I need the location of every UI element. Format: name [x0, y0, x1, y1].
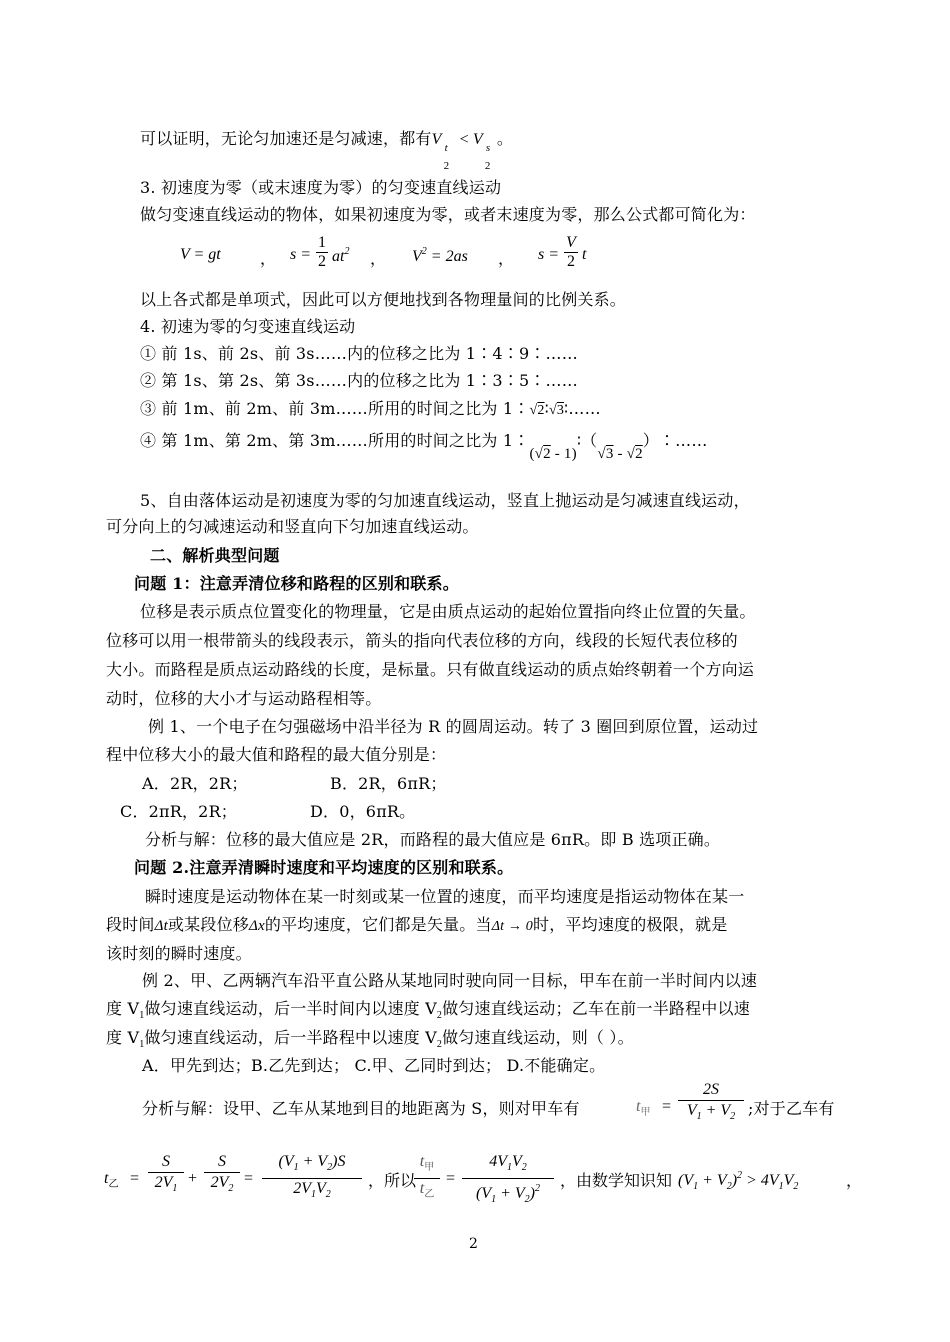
paragraph-line: 位移是表示质点位置变化的物理量，它是由质点运动的起始位置指向终止位置的矢量。: [140, 602, 756, 621]
delta-t: Δt: [154, 918, 168, 934]
delta-t-to-zero: Δt → 0: [491, 919, 534, 934]
text-line: 做匀变速直线运动的物体，如果初速度为零，或者末速度为零，那么公式都可简化为：: [140, 205, 756, 224]
option-a: A．2R，2R；: [142, 774, 248, 793]
section-heading-4: 4. 初速为零的匀变速直线运动: [140, 317, 356, 336]
answer-line: 分析与解：位移的最大值应是 2R，而路程的最大值应是 6πR。即 B 选项正确。: [145, 830, 721, 849]
section-heading-3: 3. 初速度为零（或末速度为零）的匀变速直线运动: [140, 178, 502, 197]
formula-t-jia: $t_甲$ = 2S $V_1 + V_2$: [636, 1080, 746, 1136]
sqrt3: √3: [548, 403, 565, 418]
list-item: ① 前 1s、前 2s、前 3s……内的位移之比为 1∶4∶9∶……: [140, 344, 578, 363]
paragraph-line: 位移可以用一根带箭头的线段表示，箭头的指向代表位移的方向，线段的长短代表位移的: [106, 631, 738, 650]
option-b: B．2R，6πR；: [330, 774, 447, 793]
page-number: 2: [469, 1236, 479, 1252]
paragraph-line: 大小。而路程是质点运动路线的长度，是标量。只有做直线运动的质点始终朝着一个方向运: [106, 660, 755, 679]
delta-x: Δx: [249, 918, 265, 934]
paragraph-line: 该时刻的瞬时速度。: [106, 944, 252, 963]
formula-vt2: V t 2: [431, 131, 450, 172]
paragraph-line: 动时，位移的大小才与运动路程相等。: [106, 689, 382, 708]
example-line: 例 1、一个电子在匀强磁场中沿半径为 R 的圆周运动。转了 3 圈回到原位置，运动过: [148, 717, 759, 736]
formula-row: V = gt ， s = 1 2 $at^2$ ， $V^2 = 2as$ ， s = V 2 t: [180, 234, 587, 270]
list-item: ② 第 1s、第 2s、第 3s……内的位移之比为 1∶3∶5∶……: [140, 371, 578, 390]
formula-t-yi: $t_乙$ = S $2V_1$ + S $2V_2$ = $(V_1 + V_2)S$ $2V_1V_2$ ，所以 $t_甲$ $t_乙$ = $4V_1V_2$ $(V_1 + V_2)^2$ ，由数学知识知 $(V_1 + V_2)^2 > 4V_1V_2$ ，: [104, 1153, 863, 1205]
analysis-line: ;对于乙车有: [748, 1099, 835, 1118]
text-line: 以上各式都是单项式，因此可以方便地找到各物理量间的比例关系。: [140, 290, 627, 309]
text-line: 5、自由落体运动是初速度为零的匀加速直线运动，竖直上抛运动是匀减速直线运动，: [140, 491, 750, 510]
section-title: 二、解析典型问题: [150, 546, 280, 565]
problem-heading: 问题 2.注意弄清瞬时速度和平均速度的区别和联系。: [134, 858, 514, 877]
list-item: ④ 第 1m、第 2m、第 3m……所用的时间之比为 1∶(√2 - 1)∶（√3 - √2）∶……: [140, 430, 708, 465]
option-d: D．0，6πR。: [310, 802, 416, 821]
statement-text: 可以证明，无论匀加速还是匀减速，都有: [140, 129, 432, 148]
sqrt2-minus-1: (√2 - 1): [529, 446, 577, 462]
paragraph-line: 瞬时速度是运动物体在某一时刻或某一位置的速度，而平均速度是指运动物体在某一: [145, 887, 745, 906]
sqrt2: √2: [529, 403, 545, 418]
options-line: A．甲先到达；B.乙先到达； C.甲、乙同时到达； D.不能确定。: [142, 1056, 606, 1075]
example-line: 程中位移大小的最大值和路程的最大值分别是：: [106, 745, 447, 764]
example-line: 度 $V_1$做匀速直线运动，后一半时间内以速度 $V_2$做匀速直线运动；乙车在前一半路程中以速: [106, 999, 750, 1021]
formula-vs2: V s 2: [472, 131, 491, 172]
list-item: ③ 前 1m、前 2m、前 3m……所用的时间之比为 1∶√2∶√3∶……: [140, 399, 601, 418]
text-line: 可以证明，无论匀加速还是匀减速，都有V t 2 < V s 2 。: [140, 129, 514, 172]
example-line: 度 $V_1$做匀速直线运动，后一半路程中以速度 $V_2$做匀速直线运动，则（ ）。: [106, 1028, 634, 1050]
example-line: 例 2、甲、乙两辆汽车沿平直公路从某地同时驶向同一目标，甲车在前一半时间内以速: [142, 971, 758, 990]
sqrt3-minus-sqrt2: √3 - √2: [597, 446, 643, 462]
paragraph-line: 段时间Δt或某段位移Δx的平均速度，它们都是矢量。当Δt → 0时，平均速度的极限，就是: [106, 915, 728, 934]
problem-heading: 问题 1：注意弄清位移和路程的区别和联系。: [134, 574, 459, 593]
analysis-line: 分析与解：设甲、乙车从某地到目的地距离为 S，则对甲车有: [142, 1099, 580, 1118]
option-c: C．2πR，2R；: [120, 802, 238, 821]
text-line: 可分向上的匀减速运动和竖直向下匀加速直线运动。: [106, 517, 479, 536]
